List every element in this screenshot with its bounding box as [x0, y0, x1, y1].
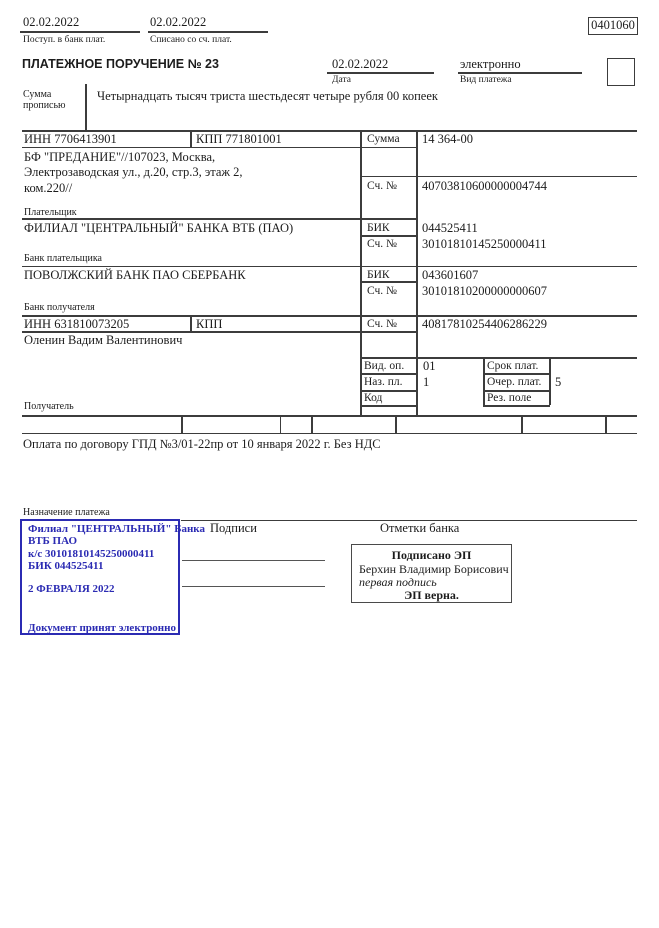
payee-bank-bik-value: 043601607: [422, 267, 479, 282]
sum-value: 14 364-00: [422, 131, 474, 146]
signatures-heading: Подписи: [210, 521, 257, 535]
payee-bank-account-label: Сч. №: [367, 284, 398, 297]
table-line: [549, 357, 551, 405]
reserve-field-label: Рез. поле: [487, 391, 532, 404]
payer-section-label: Плательщик: [24, 206, 77, 218]
op-type-value: 01: [423, 358, 436, 373]
table-line: [360, 235, 417, 237]
payment-term-label: Срок плат.: [487, 359, 539, 372]
debited-label: Списано со сч. плат.: [150, 35, 232, 45]
form-code-box: 0401060: [588, 17, 638, 35]
table-line: [360, 357, 637, 359]
esign-title: Подписано ЭП: [391, 548, 472, 562]
table-line: [483, 357, 485, 405]
status-box: [607, 58, 635, 86]
payer-inn: ИНН 7706413901: [24, 131, 117, 146]
signature-line-1: [182, 560, 325, 562]
table-line: [416, 130, 418, 415]
signature-line-2: [182, 586, 325, 588]
payer-bank-account-value: 30101810145250000411: [422, 236, 547, 251]
payee-bank-name: ПОВОЛЖСКИЙ БАНК ПАО СБЕРБАНК: [24, 267, 246, 282]
sum-label: Сумма: [367, 132, 400, 145]
table-line: [360, 176, 637, 178]
payer-name: БФ "ПРЕДАНИЕ"//107023, Москва, Электрозаводская ул., д.20, стр.3, этаж 2, ком.220//: [24, 149, 243, 195]
underline: [148, 31, 268, 33]
payer-bank-bik-label: БИК: [367, 221, 390, 234]
table-line: [85, 84, 87, 131]
table-line: [395, 415, 397, 433]
bank-stamp: [20, 519, 205, 635]
stamp-accepted-note: Документ принят электронно: [28, 622, 176, 634]
received-label: Поступ. в банк плат.: [23, 35, 106, 45]
table-line: [483, 405, 550, 407]
stamp-line-1: Филиал "ЦЕНТРАЛЬНЫЙ" Банка: [28, 522, 205, 535]
purpose-text: Оплата по договору ГПД №3/01-22пр от 10 января 2022 г. Без НДС: [23, 437, 381, 451]
table-line: [22, 266, 637, 268]
priority-value: 5: [555, 374, 562, 389]
payee-bank-bik-label: БИК: [367, 268, 390, 281]
stamp-date: 2 ФЕВРАЛЯ 2022: [28, 583, 115, 595]
stamp-line-2: ВТБ ПАО: [28, 535, 78, 547]
payer-bank-name: ФИЛИАЛ "ЦЕНТРАЛЬНЫЙ" БАНКА ВТБ (ПАО): [24, 220, 294, 235]
table-line: [360, 281, 417, 283]
stamp-line-3: к/с 30101810145250000411: [28, 547, 155, 560]
payee-section-label: Получатель: [24, 400, 74, 412]
table-line: [22, 415, 637, 417]
payer-bank-account-label: Сч. №: [367, 237, 398, 250]
table-line: [360, 405, 417, 407]
amount-words-value: Четырнадцать тысяч триста шестьдесят четыре рубля 00 копеек: [97, 89, 438, 103]
date-label: Дата: [332, 75, 351, 85]
table-line: [22, 433, 637, 435]
amount-words-label: Сумма прописью: [23, 89, 66, 111]
payer-kpp: КПП 771801001: [196, 131, 282, 146]
esign-box: [351, 544, 512, 603]
purpose-section-label: Назначение платежа: [23, 506, 110, 518]
payee-account-label: Сч. №: [367, 317, 398, 330]
table-line: [22, 147, 416, 149]
table-line: [605, 415, 607, 433]
esign-verified: ЭП верна.: [404, 587, 459, 602]
purpose-code-value: 1: [423, 374, 430, 389]
payee-name: Оленин Вадим Валентинович: [24, 332, 183, 347]
priority-label: Очер. плат.: [487, 375, 542, 388]
payer-account-label: Сч. №: [367, 179, 398, 192]
table-line: [311, 415, 313, 433]
underline: [458, 72, 582, 74]
debited-date: 02.02.2022: [150, 15, 207, 29]
code-label: Код: [364, 391, 383, 404]
payment-kind-label: Вид платежа: [460, 75, 512, 85]
bank-marks-heading: Отметки банка: [380, 521, 460, 535]
table-line: [521, 415, 523, 433]
payee-bank-section-label: Банк получателя: [24, 302, 95, 313]
payer-account-value: 40703810600000004744: [422, 178, 547, 193]
payment-kind-value: электронно: [460, 57, 521, 71]
received-date: 02.02.2022: [23, 15, 80, 29]
esign-name: Берхин Владимир Борисович: [359, 562, 509, 576]
stamp-line-4: БИК 044525411: [28, 560, 104, 572]
table-line: [280, 415, 282, 433]
payer-bank-bik-value: 044525411: [422, 220, 478, 235]
table-line: [190, 315, 192, 331]
underline: [327, 72, 434, 74]
document-title: ПЛАТЕЖНОЕ ПОРУЧЕНИЕ № 23: [22, 57, 219, 71]
esign-subtitle: первая подпись: [359, 575, 437, 589]
purpose-code-label: Наз. пл.: [364, 375, 403, 388]
table-line: [360, 130, 362, 415]
table-line: [181, 415, 183, 433]
table-line: [22, 218, 416, 220]
table-line: [190, 130, 192, 147]
payee-kpp: КПП: [196, 316, 223, 331]
op-type-label: Вид. оп.: [364, 359, 405, 372]
underline: [20, 31, 140, 33]
payer-bank-section-label: Банк плательщика: [24, 253, 102, 264]
document-date: 02.02.2022: [332, 57, 389, 71]
payee-bank-account-value: 30101810200000000607: [422, 283, 547, 298]
payee-inn: ИНН 631810073205: [24, 316, 130, 331]
payee-account-value: 40817810254406286229: [422, 316, 547, 331]
